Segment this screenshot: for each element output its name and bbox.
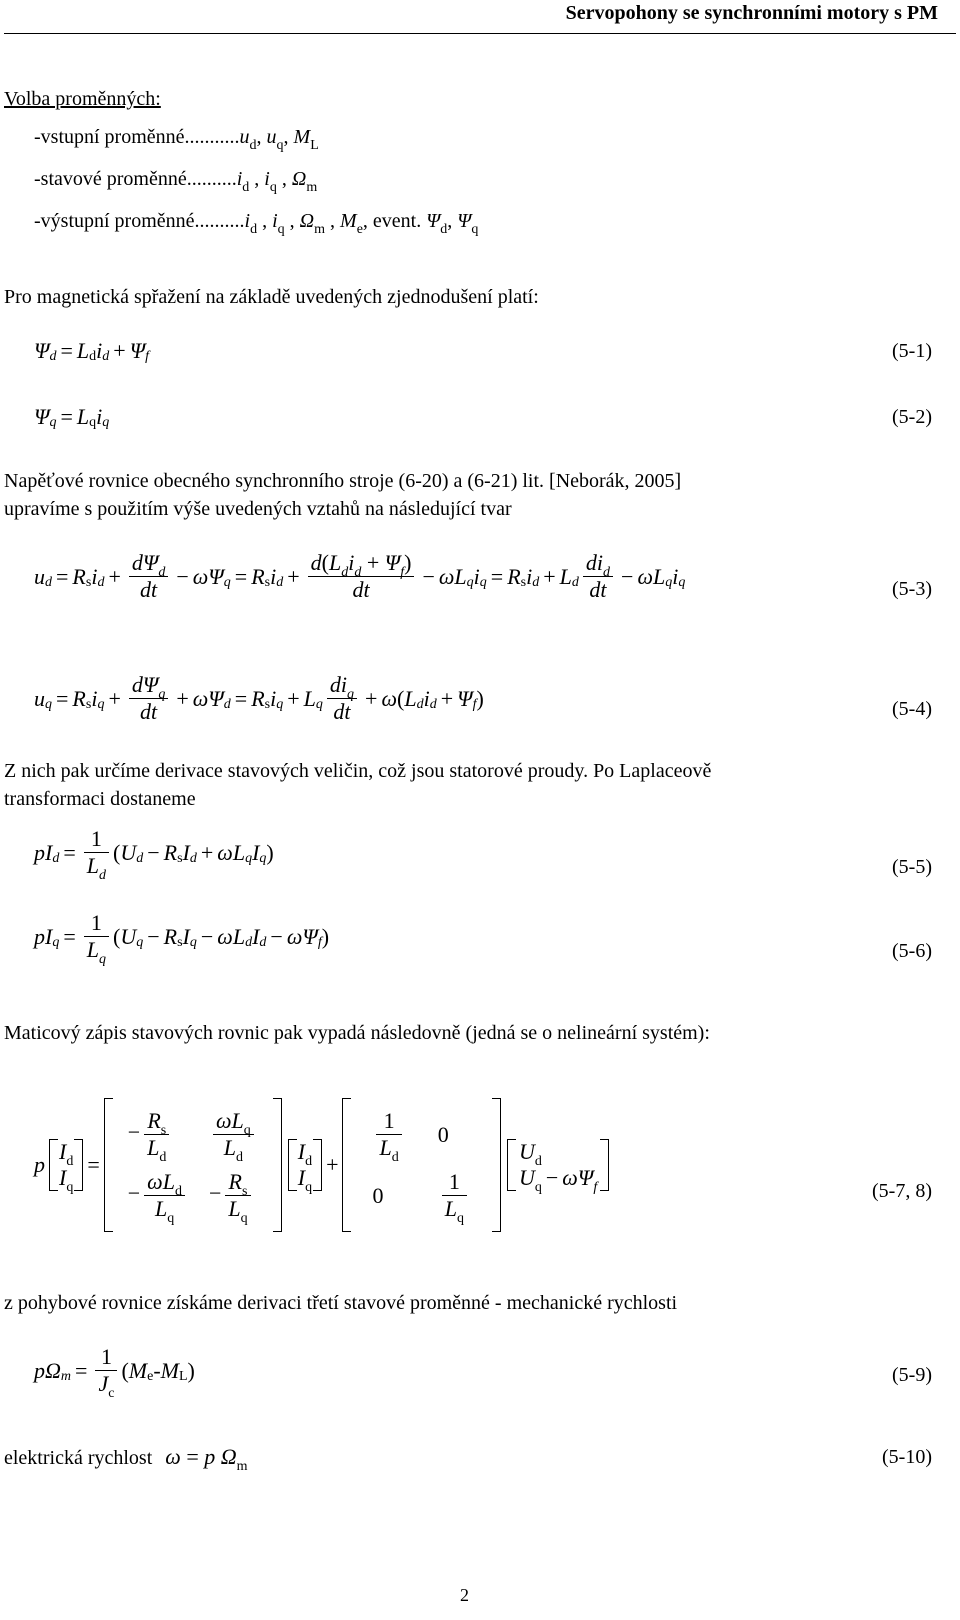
equation-5-4: u q = R s i q + $\frac{d\Psi_q}{dt}$ + ωΨ d = R s i q + L q $\frac{di_q}{dt}$ + ω ( L d i d + Ψ f ) — [34, 672, 484, 724]
equation-5-5: pI d = $\frac{1}{L_d}$ ( U d − R s I d + ωL q I q ) — [34, 826, 274, 883]
paragraph-motion-equation: z pohybové rovnice získáme derivaci třetí stavové proměnné - mechanické rychlosti — [4, 1292, 678, 1314]
header-rule — [4, 33, 956, 34]
equation-number-5-3: (5-3) — [892, 578, 932, 600]
input-variables-line: -vstupní $proměnné...........u_d$, $u_q$, $M_L$ — [34, 126, 319, 153]
output-variables-line: -výstupní $proměnné..........i_d$ , $i_q$ , $\Omega_m$ , $M_e$, event. $\Psi_d$, $\Psi_q$ — [34, 210, 479, 237]
equation-5-6: pI q = $\frac{1}{L_q}$ ( U q − R s I q − ωL d I d − ωΨ f ) — [34, 910, 330, 967]
paragraph-matrix-form: Maticový zápis stavových rovnic pak vypadá následovně (jedná se o nelineární systém): — [4, 1022, 710, 1044]
state-vector-rhs: $I_d$ $I_q$ — [288, 1139, 322, 1191]
input-variables-label: -vstupní proměnné........... — [34, 126, 240, 148]
equation-5-2: Ψ q = L q i q — [34, 404, 110, 430]
state-variables-label: -stavové proměnné.......... — [34, 168, 237, 190]
fraction-dpsi-d-dt: $\frac{d\Psi_d}{dt}$ — [129, 550, 168, 603]
equation-5-3: u d = R s i d + $\frac{d\Psi_d}{dt}$ − ωΨ q = R s i d + $\frac{d(L_di_d + \Psi_f)}{dt}$ − ωL q i q = R s i d + L d $\frac{di_d}{dt}$ − ωL q i q — [34, 550, 686, 602]
input-vector: $U_d$ $U_q - \omega\Psi_f$ — [507, 1139, 609, 1191]
equation-number-5-6: (5-6) — [892, 940, 932, 962]
page-number: 2 — [460, 1585, 469, 1605]
state-variables-line: -stavové $proměnné..........i_d$ , $i_q$ , $\Omega_m$ — [34, 168, 318, 195]
fraction-diq-dt: $\frac{di_q}{dt}$ — [327, 672, 357, 725]
input-matrix-b: $\frac{1}{L_d}$ 0 0 $\frac{1}{L_q}$ — [342, 1098, 501, 1232]
output-event-text: , event. — [362, 210, 427, 232]
state-vector-lhs: $I_d$ $I_q$ — [49, 1139, 83, 1191]
paragraph-derivatives-1: Z nich pak určíme derivace stavových veličin, což jsou statorové proudy. Po Laplaceově — [4, 760, 712, 782]
equation-number-5-1: (5-1) — [892, 340, 932, 362]
fraction-dpsi-q-dt: $\frac{d\Psi_q}{dt}$ — [129, 672, 168, 725]
equation-5-9: pΩ m = $\frac{1}{J_c}$ ( M e - M L ) — [34, 1344, 195, 1401]
output-variables-label: -výstupní proměnné.......... — [34, 210, 245, 232]
equation-number-5-5: (5-5) — [892, 856, 932, 878]
fraction-1-over-ld: $\frac{1}{L_d}$ — [84, 826, 109, 879]
fraction-did-dt: $\frac{di_d}{dt}$ — [583, 550, 613, 603]
paragraph-voltage-equations-2: upravíme s použitím výše uvedených vztahů na následující tvar — [4, 498, 512, 520]
equation-number-5-7-8: (5-7, 8) — [872, 1180, 932, 1202]
equation-5-10-line: elektrická rychlost ω = p $\Omega_m$ — [4, 1444, 248, 1474]
equation-5-7-8: p $I_d$ $I_q$ = − $\frac{R_s}{L_d}$ $\frac{\omega L_q}{L_d}$ − $\frac{\omega L_d}{L_q}$ − $\frac{R_s}{L_q}$ $I_d$ $I_q$ + $\frac{1}{L_d}$ 0 0 $\frac{1}{L_q}$ $U_d$ $U_q - \omega\Psi_f$ — [34, 1098, 609, 1232]
equation-number-5-2: (5-2) — [892, 406, 932, 428]
equation-number-5-4: (5-4) — [892, 698, 932, 720]
fraction-1-over-jc: $\frac{1}{J_c}$ — [95, 1344, 117, 1397]
paragraph-voltage-equations-1: Napěťové rovnice obecného synchronního stroje (6-20) a (6-21) lit. [Neborák, 2005] — [4, 470, 682, 492]
paragraph-derivatives-2: transformaci dostaneme — [4, 788, 196, 810]
electric-speed-label: elektrická rychlost — [4, 1447, 153, 1469]
variables-heading: Volba proměnných: — [4, 88, 161, 110]
fraction-d-ldid-psif-dt: $\frac{d(L_di_d + \Psi_f)}{dt}$ — [308, 550, 415, 603]
equation-number-5-9: (5-9) — [892, 1364, 932, 1386]
system-matrix-a: − $\frac{R_s}{L_d}$ $\frac{\omega L_q}{L_d}$ − $\frac{\omega L_d}{L_q}$ − $\frac{R_s}{L_q}$ — [104, 1098, 282, 1232]
fraction-1-over-lq: $\frac{1}{L_q}$ — [84, 910, 109, 963]
equation-number-5-10: (5-10) — [882, 1446, 932, 1468]
page-header-title: Servopohony se synchronními motory s PM — [565, 2, 938, 24]
paragraph-magnetic-coupling: Pro magnetická spřažení na základě uvedených zjednodušení platí: — [4, 286, 539, 308]
equation-5-1: Ψ d = L d i d + Ψ f — [34, 338, 150, 364]
